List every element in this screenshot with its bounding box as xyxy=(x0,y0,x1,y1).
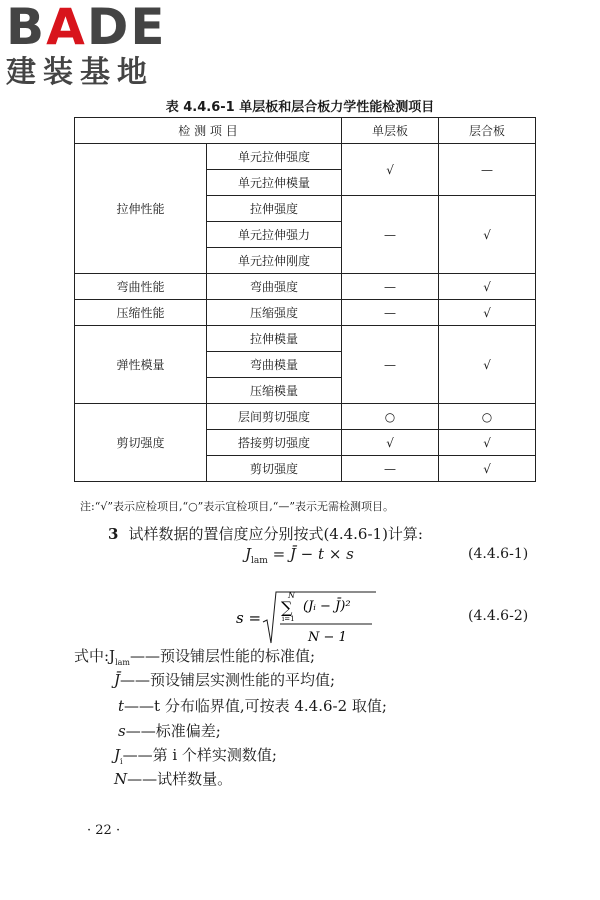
logo-subtitle: 建装基地 xyxy=(6,55,154,90)
equation-1: $J_{lam}$ = J̄ − t × s xyxy=(245,545,354,566)
item-number: 3 xyxy=(108,525,119,543)
logo-wordmark: BADE xyxy=(6,0,167,56)
sum-upper-limit: N xyxy=(288,591,295,600)
table-header-row xyxy=(75,118,536,144)
item-paragraph xyxy=(108,523,423,544)
table-row xyxy=(75,274,536,300)
item-cell: 剪切强度 xyxy=(207,456,342,482)
item-cell: 弯曲强度 xyxy=(207,274,342,300)
category-cell: 弯曲性能 xyxy=(75,274,207,300)
category-cell: 弹性模量 xyxy=(75,326,207,404)
category-cell: 拉伸性能 xyxy=(75,144,207,274)
mark-cell: √ xyxy=(439,456,536,482)
table-note: 注:“√”表示应检项目,“○”表示宜检项目,“—”表示无需检测项目。 xyxy=(80,500,395,513)
item-cell: 搭接剪切强度 xyxy=(207,430,342,456)
sum-lower-limit: i=1 xyxy=(282,615,295,623)
item-cell: 压缩模量 xyxy=(207,378,342,404)
header-single-layer: 单层板 xyxy=(342,118,439,144)
mark-cell: — xyxy=(342,456,439,482)
mark-cell: √ xyxy=(439,196,536,274)
equation-2-number: (4.4.6-2) xyxy=(468,608,529,624)
eq2-lhs: s = xyxy=(236,609,262,627)
mark-cell: ○ xyxy=(342,404,439,430)
category-cell: 剪切强度 xyxy=(75,404,207,482)
table-row xyxy=(75,300,536,326)
item-cell: 单元拉伸强度 xyxy=(207,144,342,170)
mark-cell: √ xyxy=(439,430,536,456)
mark-cell: ○ xyxy=(439,404,536,430)
header-laminate: 层合板 xyxy=(439,118,536,144)
mark-cell: — xyxy=(342,196,439,274)
table-row xyxy=(75,404,536,430)
item-cell: 压缩强度 xyxy=(207,300,342,326)
table-row xyxy=(75,144,536,170)
header-test-item: 检 测 项 目 xyxy=(75,118,342,144)
mark-cell: — xyxy=(342,300,439,326)
definition-row: 式中$:J_{lam}——$预设铺层性能的标准值; xyxy=(74,647,316,667)
page-number: · 22 · xyxy=(87,823,121,838)
eq2-denominator: N − 1 xyxy=(308,630,347,645)
mark-cell: √ xyxy=(342,144,439,196)
bade-logo xyxy=(6,2,176,90)
item-text: 试样数据的置信度应分别按式(4.4.6-1)计算: xyxy=(128,525,423,543)
item-cell: 单元拉伸强力 xyxy=(207,222,342,248)
definition-row: J̄——预设铺层实测性能的平均值; xyxy=(114,671,336,689)
mark-cell: √ xyxy=(439,326,536,404)
mechanical-properties-table xyxy=(74,117,536,482)
table-caption: 表 4.4.6-1 单层板和层合板力学性能检测项目 xyxy=(165,100,435,115)
item-cell: 层间剪切强度 xyxy=(207,404,342,430)
mark-cell: √ xyxy=(342,430,439,456)
mark-cell: √ xyxy=(439,300,536,326)
equation-2 xyxy=(236,590,386,645)
mark-cell: — xyxy=(439,144,536,196)
item-cell: 单元拉伸刚度 xyxy=(207,248,342,274)
definition-row: t——t 分布临界值,可按表 4.4.6-2 取值; xyxy=(118,697,387,715)
mark-cell: √ xyxy=(439,274,536,300)
eq2-numerator: (Jᵢ − J̄)² xyxy=(303,599,351,614)
sum-symbol-icon: ∑ xyxy=(281,598,293,617)
category-cell: 压缩性能 xyxy=(75,300,207,326)
item-cell: 拉伸模量 xyxy=(207,326,342,352)
definition-row: s——标准偏差; xyxy=(118,722,221,740)
definition-row: $J_i——$第 i 个样实测数值; xyxy=(114,746,277,766)
mark-cell: — xyxy=(342,326,439,404)
definition-row: N——试样数量。 xyxy=(114,770,233,788)
item-cell: 弯曲模量 xyxy=(207,352,342,378)
item-cell: 单元拉伸模量 xyxy=(207,170,342,196)
table-row xyxy=(75,326,536,352)
mark-cell: — xyxy=(342,274,439,300)
equation-1-number: (4.4.6-1) xyxy=(468,546,529,562)
item-cell: 拉伸强度 xyxy=(207,196,342,222)
